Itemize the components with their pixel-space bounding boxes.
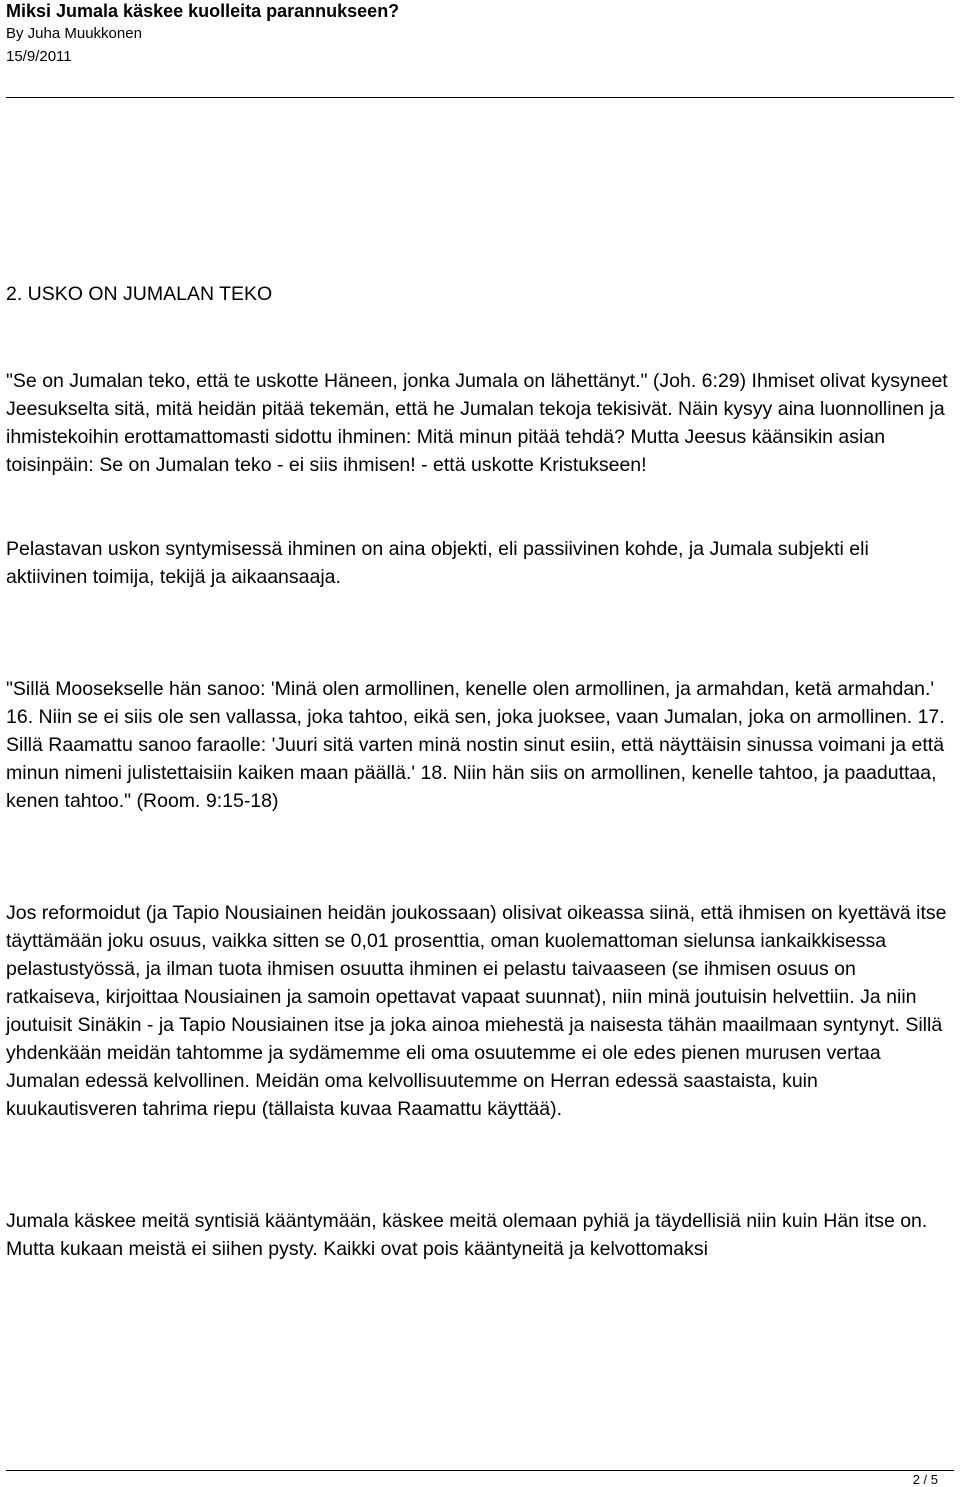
document-title: Miksi Jumala käskee kuolleita parannukseen? <box>6 1 400 21</box>
paragraph-3: "Sillä Moosekselle hän sanoo: 'Minä olen armollinen, kenelle olen armollinen, ja armahdan, ketä armahdan.' 16. Niin se ei siis ole sen vallassa, joka tahtoo, eikä sen, joka juoksee, vaan Jumalan, joka on armollinen. 17. Sillä Raamattu sanoo faraolle: 'Juuri sitä varten minä nostin sinut esiin, että näyttäisin sinussa voimani ja että minun nimeni julistettaisiin kaiken maan päällä.' 18. Niin hän siis on armollinen, kenelle tahtoo, ja paaduttaa, kenen tahtoo." (Room. 9:15-18) <box>6 678 945 812</box>
paragraph-1: "Se on Jumalan teko, että te uskotte Häneen, jonka Jumala on lähettänyt." (Joh. 6:29) Ihmiset olivat kysyneet Jeesukselta sitä, mitä heidän pitää tekemän, että he Jumalan tekoja tekisivät. Näin kysyy aina luonnollinen ja ihmistekoihin erottamattomasti sidottu ihminen: Mitä minun pitää tehdä? Mutta Jeesus käänsikin asian toisinpäin: Se on Jumalan teko - ei siis ihmisen! - että uskotte Kristukseen! <box>6 370 948 476</box>
paragraph-5: Jumala käskee meitä syntisiä kääntymään, käskee meitä olemaan pyhiä ja täydellisiä niin kuin Hän itse on. Mutta kukaan meistä ei siihen pysty. Kaikki ovat pois kääntyneitä ja kelvottomaksi <box>6 1210 928 1260</box>
footer-divider <box>6 1470 954 1471</box>
page-number: 2 / 5 <box>912 1472 938 1487</box>
article-body <box>6 280 954 1263</box>
header-divider <box>6 97 954 98</box>
paragraph-2: Pelastavan uskon syntymisessä ihminen on aina objekti, eli passiivinen kohde, ja Jumala subjekti eli aktiivinen toimija, tekijä ja aikaansaaja. <box>6 538 869 588</box>
date-line: 15/9/2011 <box>6 48 72 65</box>
document-header <box>6 0 954 68</box>
section-heading: 2. USKO ON JUMALAN TEKO <box>6 283 273 305</box>
paragraph-4: Jos reformoidut (ja Tapio Nousiainen heidän joukossaan) olisivat oikeassa siinä, että ihmisen on kyettävä itse täyttämään joku osuus, vaikka sitten se 0,01 prosenttia, oman kuolemattoman sielunsa iankaikkisessa pelastustyössä, ja ilman tuota ihmisen osuutta ihminen ei pelastu taivaaseen (se ihmisen osuus on ratkaiseva, kirjoittaa Nousiainen ja samoin opettavat vapaat suunnat), niin minä joutuisin helvettiin. Ja niin joutuisit Sinäkin - ja Tapio Nousiainen itse ja joka ainoa miehestä ja naisesta tähän maailmaan syntynyt. Sillä yhdenkään meidän tahtomme ja sydämemme eli oma osuutemme ei ole edes pienen murusen vertaa Jumalan edessä kelvollinen. Meidän oma kelvollisuutemme on Herran edessä saastaista, kuin kuukautisveren tahrima riepu (tällaista kuvaa Raamattu käyttää). <box>6 902 947 1120</box>
author-line: By Juha Muukkonen <box>6 25 142 42</box>
